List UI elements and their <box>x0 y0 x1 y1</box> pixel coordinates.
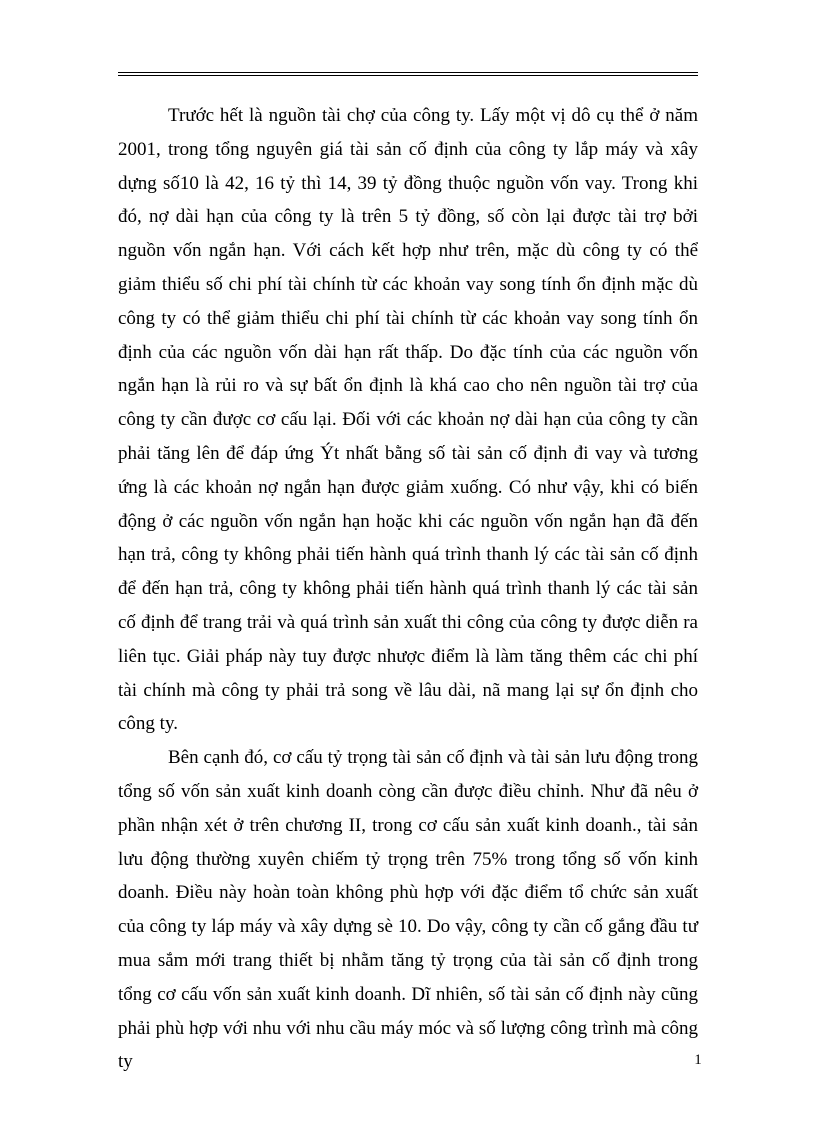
paragraph-1: Trước hết là nguồn tài chợ của công ty. Lấy một vị dô cụ thể ở năm 2001, trong tổng nguyên giá tài sản cố định của công ty lắp máy và xây dựng số10 là 42, 16 tỷ thì 14, 39 tỷ đồng thuộc nguồn vốn vay. Trong khi đó, nợ dài hạn của công ty là trên 5 tỷ đồng, số còn lại được tài trợ bởi nguồn vốn ngắn hạn. Với cách kết hợp như trên, mặc dù công ty có thể giảm thiểu số chi phí tài chính từ các khoản vay song tính ổn định mặc dù công ty có thể giảm thiểu chi phí tài chính từ các khoản vay song tính ổn định của các nguồn vốn dài hạn rất thấp. Do đặc tính của các nguồn vốn ngắn hạn là rủi ro và sự bất ổn định là khá cao cho nên nguồn tài trợ của công ty cần được cơ cấu lại. Đối với các khoản nợ dài hạn của công ty cần phải tăng lên để đáp ứng Ýt nhất bằng số tài sản cố định đi vay và tương ứng là các khoản nợ ngắn hạn được giảm xuống. Có như vậy, khi có biến động ở các nguồn vốn ngắn hạn hoặc khi các nguồn vốn ngắn hạn đã đến hạn trả, công ty không phải tiến hành quá trình thanh lý các tài sản cố định để đến hạn trả, công ty không phải tiến hành quá trình thanh lý các tài sản cố định để trang trải và quá trình sản xuất thi công của công ty được diễn ra liên tục. Giải pháp này tuy được nhược điểm là làm tăng thêm các chi phí tài chính mà công ty phải trả song về lâu dài, nã mang lại sự ổn định cho công ty. <box>118 105 698 735</box>
page-number: 1 <box>694 1052 702 1068</box>
document-body <box>118 99 698 1079</box>
paragraph-2: Bên cạnh đó, cơ cấu tỷ trọng tài sản cố định và tài sản lưu động trong tổng số vốn sản xuất kinh doanh còng cần được điều chỉnh. Như đã nêu ở phần nhận xét ở trên chương II, trong cơ cấu sản xuất kinh doanh., tài sản lưu động thường xuyên chiếm tỷ trọng trên 75% trong tổng số vốn kinh doanh. Điều này hoàn toàn không phù hợp với đặc điểm tổ chức sản xuất của công ty láp máy và xây dựng sè 10. Do vậy, công ty cần cố gắng đầu tư mua sắm mới trang thiết bị nhằm tăng tỷ trọng của tài sản cố định trong tổng cơ cấu vốn sản xuất kinh doanh. Dĩ nhiên, số tài sản cố định này cũng phải phù hợp với nhu với nhu cầu máy móc và số lượng công trình mà công ty <box>118 747 698 1073</box>
header-rule <box>118 72 698 76</box>
